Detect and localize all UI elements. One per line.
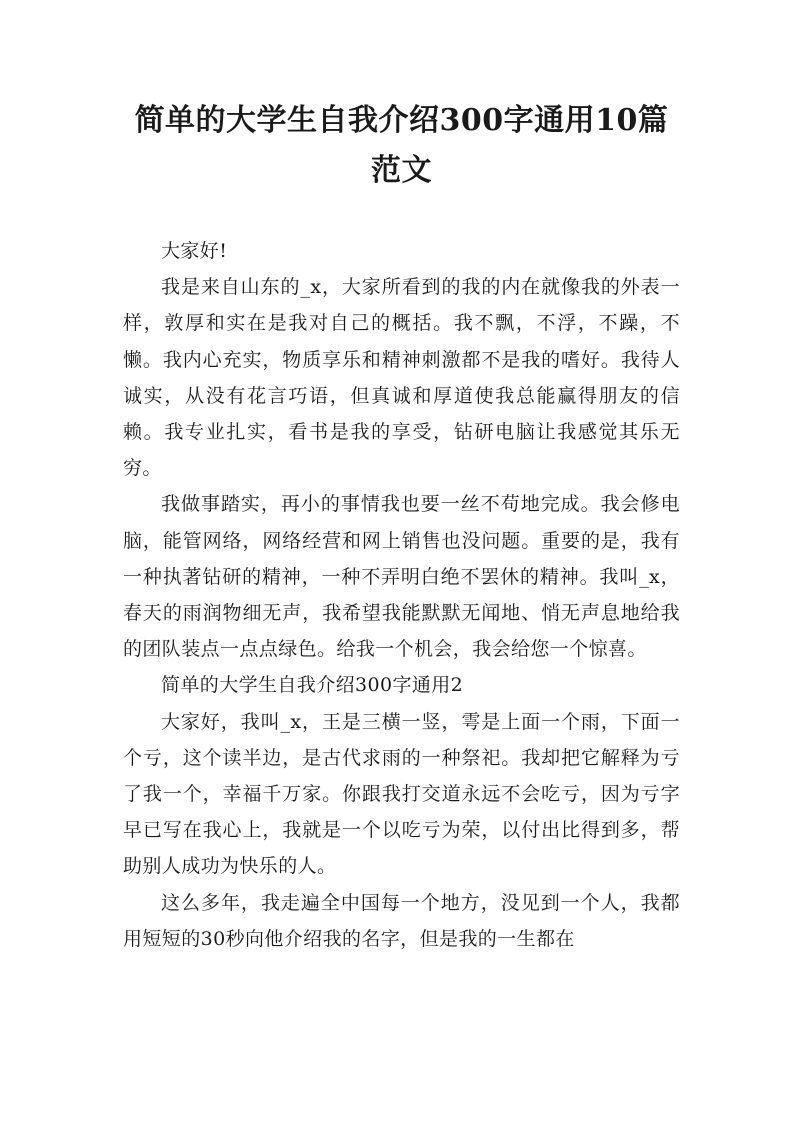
document-title: 简单的大学生自我介绍300字通用10篇范文 (134, 103, 669, 188)
paragraph-intro: 我是来自山东的_x，大家所看到的我的内在就像我的外表一样，敦厚和实在是我对自己的概括。我不飘，不浮，不躁，不懒。我内心充实，物质享乐和精神刺激都不是我的嗜好。我待人诚实，从没有花言巧语，但真诚和厚道使我总能赢得朋友的信赖。我专业扎实，看书是我的享受，钻研电脑让我感觉其乐无穷。 (123, 276, 680, 480)
paragraph-travel: 这么多年，我走遍全中国每一个地方，没见到一个人，我都用短短的30秒向他介绍我的名字，但是我的一生都在 (123, 891, 680, 950)
paragraph-work: 我做事踏实，再小的事情我也要一丝不苟地完成。我会修电脑，能管网络，网络经营和网上销售也没问题。重要的是，我有一种执著钻研的精神，一种不弄明白绝不罢休的精神。我叫_x，春天的雨润物细无声，我希望我能默默无闻地、悄无声息地给我的团队装点一点点绿色。给我一个机会，我会给您一个惊喜。 (123, 493, 680, 661)
section-heading: 简单的大学生自我介绍300字通用2 (161, 674, 464, 697)
paragraph-name: 大家好，我叫_x，王是三横一竖，雩是上面一个雨，下面一个亏，这个读半边，是古代求雨的一种祭祀。我却把它解释为亏了我一个，幸福千万家。你跟我打交道永远不会吃亏，因为亏字早已写在我心上，我就是一个以吃亏为荣，以付出比得到多，帮助别人成功为快乐的人。 (123, 710, 680, 878)
document-body (123, 233, 680, 957)
paragraph-greeting: 大家好! (161, 240, 228, 262)
